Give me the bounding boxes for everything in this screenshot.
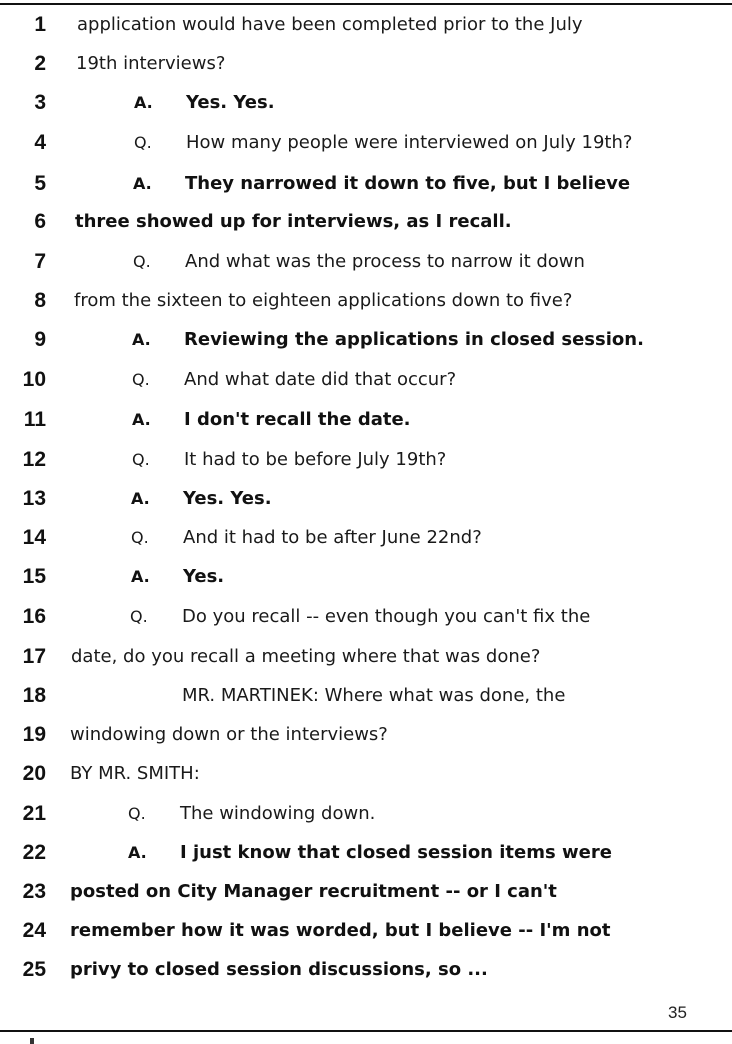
question-text: The windowing down.: [180, 803, 376, 824]
transcript-line: [0, 447, 732, 486]
line-text: application would have been completed prior to the July: [77, 14, 583, 35]
speaker-tag: A.: [131, 567, 150, 586]
answer-line: [134, 90, 275, 116]
line-number: 22: [22, 841, 46, 864]
answer-text: They narrowed it down to five, but I believe: [185, 173, 631, 194]
speaker-tag: A.: [132, 410, 151, 429]
line-number: 12: [22, 448, 46, 471]
question-line: [133, 249, 585, 275]
line-number: 18: [22, 684, 46, 707]
question-line: [131, 525, 482, 551]
speaker-tag: Q.: [132, 450, 150, 469]
question-text: How many people were interviewed on July 19th?: [186, 132, 633, 153]
line-number: 8: [34, 289, 46, 312]
line-text: 19th interviews?: [76, 53, 226, 74]
line-number: 9: [34, 328, 46, 351]
transcript-line: [0, 644, 732, 683]
answer-line: [132, 407, 411, 433]
line-number: 14: [22, 526, 46, 549]
transcript-line: [0, 722, 732, 761]
transcript-line: [0, 486, 732, 525]
speaker-tag: Q.: [132, 370, 150, 389]
transcript-line: [0, 879, 732, 918]
line-text: remember how it was worded, but I believe -- I'm not: [70, 920, 611, 941]
line-text: privy to closed session discussions, so ...: [70, 959, 488, 980]
line-number: 23: [22, 880, 46, 903]
answer-text: Yes.: [183, 566, 225, 587]
answer-line: [131, 486, 272, 512]
transcript-line: [0, 171, 732, 210]
answer-line: [133, 171, 630, 197]
line-text: posted on City Manager recruitment -- or I can't: [70, 881, 557, 902]
speaker-tag: Q.: [131, 528, 149, 547]
speaker-tag: A.: [128, 843, 147, 862]
transcript-line: [0, 525, 732, 564]
question-line: [134, 130, 632, 156]
line-text: MR. MARTINEK: Where what was done, the: [182, 685, 566, 706]
line-number: 24: [22, 919, 46, 942]
line-number: 15: [22, 565, 46, 588]
line-text: windowing down or the interviews?: [70, 724, 388, 745]
speaker-tag: A.: [131, 489, 150, 508]
transcript-line: [0, 604, 732, 643]
transcript-line: [0, 918, 732, 957]
question-text: Do you recall -- even though you can't fix the: [182, 606, 591, 627]
answer-text: Reviewing the applications in closed session.: [184, 329, 644, 350]
line-number: 3: [34, 91, 46, 114]
line-text: three showed up for interviews, as I recall.: [75, 211, 512, 232]
line-text: BY MR. SMITH:: [70, 763, 200, 784]
line-text: from the sixteen to eighteen applications down to five?: [74, 290, 573, 311]
transcript-line: [0, 957, 732, 996]
line-number: 11: [23, 408, 46, 431]
answer-line: [131, 564, 224, 590]
transcript-line: [0, 367, 732, 406]
question-text: It had to be before July 19th?: [184, 449, 447, 470]
question-line: [132, 447, 446, 473]
speaker-tag: A.: [132, 330, 151, 349]
answer-text: Yes. Yes.: [186, 92, 275, 113]
answer-text: I just know that closed session items were: [180, 842, 612, 863]
transcript-line: [0, 288, 732, 327]
line-number: 17: [22, 645, 46, 668]
speaker-tag: Q.: [134, 133, 152, 152]
speaker-tag: A.: [133, 174, 152, 193]
transcript-line: [0, 51, 732, 90]
question-line: [132, 367, 456, 393]
page-number: 35: [668, 1003, 687, 1022]
speaker-tag: Q.: [133, 252, 151, 271]
transcript-line: [0, 327, 732, 366]
line-number: 10: [22, 368, 46, 391]
transcript-line: [0, 761, 732, 800]
transcript-line: [0, 683, 732, 722]
line-number: 1: [34, 13, 46, 36]
line-number: 6: [34, 210, 46, 233]
line-text: date, do you recall a meeting where that was done?: [71, 646, 541, 667]
transcript-line: [0, 209, 732, 248]
line-number: 16: [22, 605, 46, 628]
transcript-line: [0, 564, 732, 603]
next-page-edge-mark: [30, 1038, 34, 1044]
transcript-line: [0, 130, 732, 169]
question-text: And what date did that occur?: [184, 369, 457, 390]
answer-line: [128, 840, 612, 866]
transcript-line: [0, 801, 732, 840]
bottom-rule: [0, 1030, 732, 1032]
answer-text: I don't recall the date.: [184, 409, 411, 430]
line-number: 25: [22, 958, 46, 981]
question-line: [128, 801, 375, 827]
answer-line: [132, 327, 644, 353]
line-number: 19: [22, 723, 46, 746]
transcript-line: [0, 249, 732, 288]
question-text: And what was the process to narrow it down: [185, 251, 585, 272]
transcript-line: [0, 90, 732, 129]
speaker-tag: Q.: [128, 804, 146, 823]
line-number: 2: [34, 52, 46, 75]
line-number: 7: [34, 250, 46, 273]
speaker-tag: Q.: [130, 607, 148, 626]
question-line: [130, 604, 590, 630]
question-text: And it had to be after June 22nd?: [183, 527, 482, 548]
speaker-tag: A.: [134, 93, 153, 112]
transcript-line: [0, 12, 732, 51]
transcript-line: [0, 407, 732, 446]
line-number: 21: [22, 802, 46, 825]
transcript-line: [0, 840, 732, 879]
line-number: 5: [34, 172, 46, 195]
answer-text: Yes. Yes.: [183, 488, 272, 509]
line-number: 4: [34, 131, 46, 154]
line-number: 13: [22, 487, 46, 510]
line-number: 20: [22, 762, 46, 785]
